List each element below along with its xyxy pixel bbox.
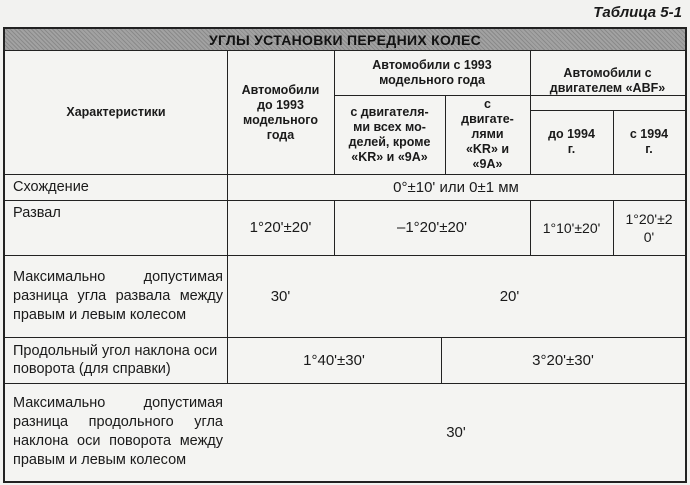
header-from-1993-kr-9a: с двигате-лями «KR» и «9A» <box>461 97 514 171</box>
caster-right: 3°20'±30' <box>532 351 594 369</box>
table-caption: Таблица 5-1 <box>593 4 682 21</box>
row-label-toe: Схождение <box>13 178 89 195</box>
table-title: УГЛЫ УСТАНОВКИ ПЕРЕДНИХ КОЛЕС <box>5 29 685 51</box>
row-label-caster-diff: Максимально допустимая разница продольного угла наклона оси поворота между правым и левым колесом <box>13 395 223 468</box>
wheel-alignment-table <box>3 27 687 483</box>
caster-diff-value: 30' <box>446 423 466 441</box>
camber-from-1993: –1°20'±20' <box>396 219 467 236</box>
camber-diff-other: 20' <box>499 287 520 305</box>
caster-left: 1°40'±30' <box>303 351 365 369</box>
header-abf-before-1994: до 1994 г. <box>548 127 595 156</box>
header-abf: Автомобили с двигателем «ABF» <box>549 65 666 95</box>
row-label-camber-diff: Максимально допустимая разница угла развала между правым и левым колесом <box>13 268 223 323</box>
header-abf-from-1994: с 1994 г. <box>629 127 669 156</box>
camber-before-1993: 1°20'±20' <box>249 219 312 236</box>
toe-value: 0°±10' или 0±1 мм <box>393 178 519 196</box>
header-from-1993: Автомобили с 1993 модельного года <box>372 58 492 87</box>
row-label-camber: Развал <box>13 205 61 221</box>
header-before-1993: Автомобили до 1993 модельного года <box>241 82 320 142</box>
camber-diff-before-1993: 30' <box>270 287 291 305</box>
row-label-caster: Продольный угол наклона оси поворота (для справки) <box>13 343 218 377</box>
header-from-1993-all-engines: с двигателя-ми всех мо-делей, кроме «KR» и «9A» <box>348 104 431 164</box>
header-characteristics: Характеристики <box>66 105 166 119</box>
camber-abf-from-1994: 1°20'±20' <box>625 210 673 245</box>
camber-abf-before-1994: 1°10'±20' <box>542 219 601 236</box>
